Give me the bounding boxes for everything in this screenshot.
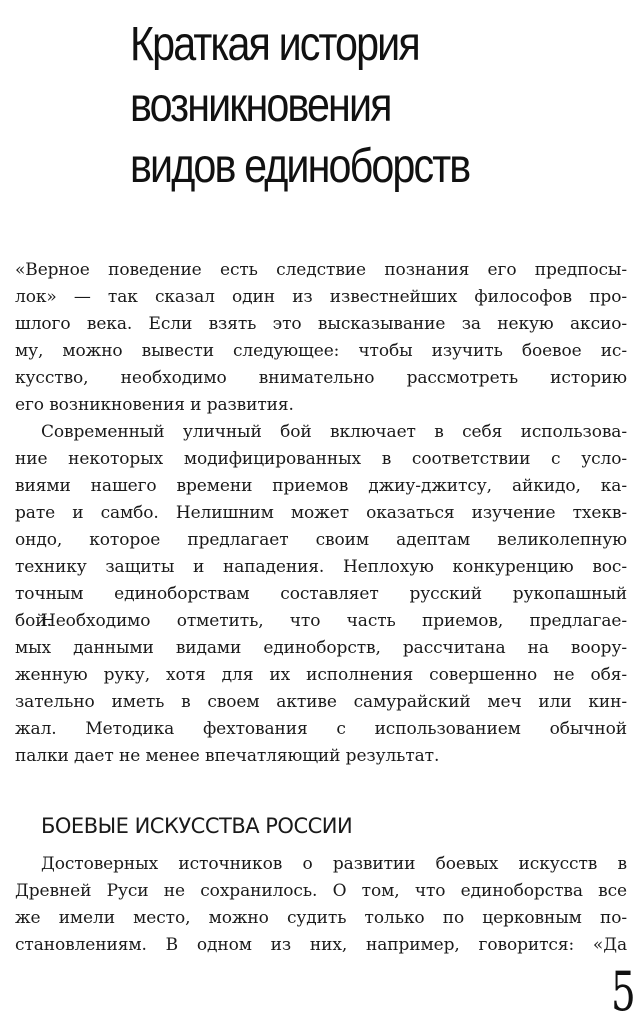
text-line: Современный уличный бой включает в себя использова- xyxy=(41,422,627,442)
chapter-title-line: видов единоборств xyxy=(130,140,470,193)
paragraph-ancient-rus xyxy=(15,851,627,959)
chapter-title xyxy=(130,14,469,197)
text-line: рате и самбо. Нелишним может оказаться изучение тхекв- xyxy=(15,503,627,523)
text-line: шлого века. Если взять это высказывание за некую аксио- xyxy=(15,314,627,334)
text-line: виями нашего времени приемов джиу-джитсу, айкидо, ка- xyxy=(15,476,627,496)
text-line: му, можно вывести следующее: чтобы изучить боевое ис- xyxy=(15,341,627,361)
paragraph-weapons-techniques xyxy=(15,608,627,770)
text-line: Необходимо отметить, что часть приемов, предлагае- xyxy=(41,611,627,631)
text-line: ондо, которое предлагает своим адептам великолепную xyxy=(15,530,627,550)
paragraph-modern-street-fight xyxy=(15,419,627,635)
text-line: же имели место, можно судить только по церковным по- xyxy=(15,908,627,928)
text-line: точным единоборствам составляет русский рукопашный xyxy=(15,584,627,604)
text-line: палки дает не менее впечатляющий результат. xyxy=(15,746,440,766)
text-line: женную руку, хотя для их исполнения совершенно не обя- xyxy=(15,665,627,685)
text-line: мых данными видами единоборств, рассчитана на воору- xyxy=(15,638,627,658)
text-line: лок» — так сказал один из известнейших философов про- xyxy=(15,287,627,307)
chapter-title-line: возникновения xyxy=(130,79,391,132)
paragraph-intro-quote xyxy=(15,257,627,419)
text-line: технику защиты и нападения. Неплохую конкуренцию вос- xyxy=(15,557,627,577)
text-line: становлениям. В одном из них, например, говорится: «Да xyxy=(15,935,627,955)
text-line: жал. Методика фехтования с использованием обычной xyxy=(15,719,627,739)
text-line: ние некоторых модифицированных в соответствии с усло- xyxy=(15,449,627,469)
text-line: его возникновения и развития. xyxy=(15,395,294,415)
section-heading: БОЕВЫЕ ИСКУССТВА РОССИИ xyxy=(41,814,353,838)
text-line: кусство, необходимо внимательно рассмотреть историю xyxy=(15,368,627,388)
text-line: «Верное поведение есть следствие познания его предпосы- xyxy=(15,260,627,280)
page-number: 5 xyxy=(611,960,636,1023)
chapter-title-line: Краткая история xyxy=(130,18,419,71)
text-line: Достоверных источников о развитии боевых искусств в xyxy=(41,854,627,874)
text-line: бой. xyxy=(15,611,52,631)
text-line: зательно иметь в своем активе самурайский меч или кин- xyxy=(15,692,627,712)
text-line: Древней Руси не сохранилось. О том, что единоборства все xyxy=(15,881,627,901)
